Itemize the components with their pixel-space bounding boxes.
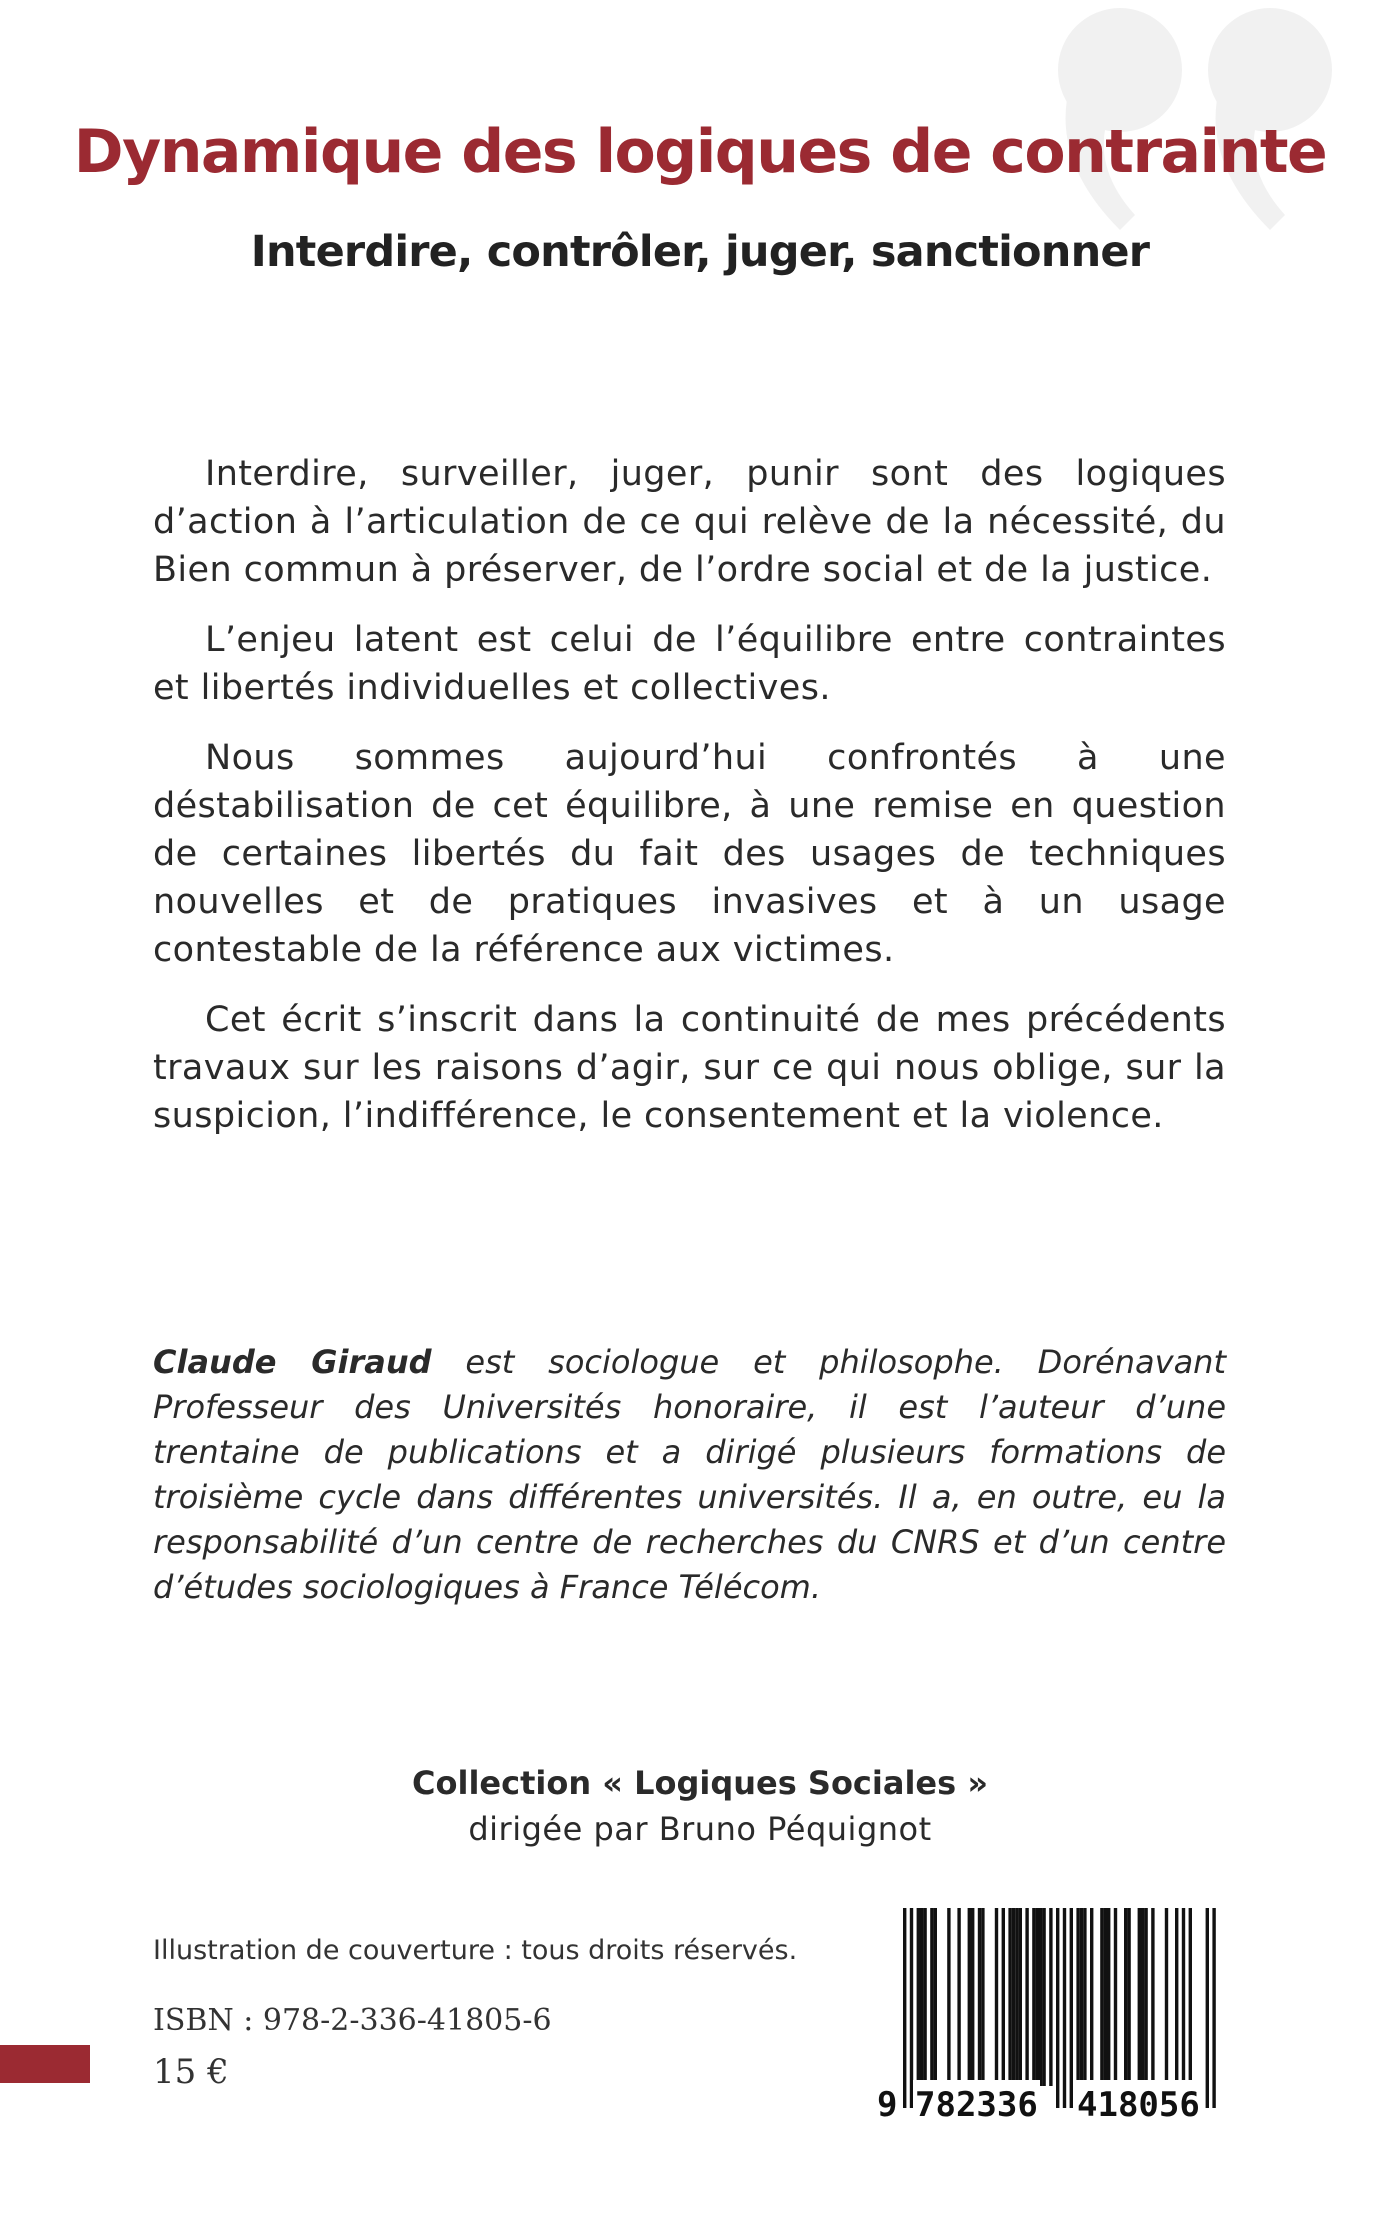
barcode-bar xyxy=(1080,1908,1083,2086)
barcode-bar xyxy=(1124,1908,1127,2086)
barcode-digits xyxy=(875,2080,1230,2130)
author-bio xyxy=(153,1340,1226,1610)
barcode-bar xyxy=(1151,1908,1154,2086)
barcode-bar xyxy=(1144,1908,1147,2086)
barcode-bar xyxy=(1012,1908,1015,2086)
barcode-bar xyxy=(1039,1908,1042,2086)
barcode-bar xyxy=(981,1908,984,2086)
red-tab xyxy=(0,2045,90,2083)
barcode-bar xyxy=(1104,1908,1107,2086)
isbn: ISBN : 978-2-336-41805-6 xyxy=(153,2003,552,2038)
barcode-bar xyxy=(917,1908,920,2086)
barcode-bar xyxy=(1008,1908,1011,2086)
barcode-bar xyxy=(1107,1908,1110,2086)
book-subtitle: Interdire, contrôler, juger, sanctionner xyxy=(250,227,1150,277)
barcode-bar xyxy=(1002,1908,1005,2086)
blurb-paragraph: Nous sommes aujourd’hui confrontés à une déstabilisation de cet équilibre, à une remise en question de certaines libertés du fait des usages de techniques nouvelles et de pratiques invasives et à un usage contestable de la référence aux victimes. xyxy=(153,738,1226,970)
barcode-bar xyxy=(903,1908,906,2108)
barcode-bar xyxy=(1070,1908,1073,2108)
barcode-bar xyxy=(1090,1908,1093,2086)
barcode-bar xyxy=(1175,1908,1178,2086)
barcode-bar xyxy=(934,1908,937,2086)
barcode-bar xyxy=(1049,1908,1052,2086)
barcode-bar xyxy=(1182,1908,1185,2086)
barcode-bar xyxy=(920,1908,923,2086)
barcode-bar xyxy=(995,1908,998,2086)
barcode-bar xyxy=(978,1908,981,2086)
barcode-bar xyxy=(957,1908,960,2086)
barcode-bar xyxy=(1019,1908,1022,2086)
barcode-bar xyxy=(1032,1908,1035,2086)
barcode-bar xyxy=(1114,1908,1117,2086)
barcode-right-digits: 418056 xyxy=(1075,2080,1202,2130)
barcode-first-digit: 9 xyxy=(875,2080,899,2130)
barcode-bar xyxy=(923,1908,926,2086)
barcode-bar xyxy=(1036,1908,1039,2086)
barcode-bar xyxy=(1056,1908,1059,2108)
barcode-bar xyxy=(1165,1908,1168,2086)
collection-director: dirigée par Bruno Péquignot xyxy=(468,1810,932,1848)
blurb-paragraph: Interdire, surveiller, juger, punir sont des logiques d’action à l’articulation de ce qui relève de la nécessité, du Bien commun à préserver, de l’ordre social et de la justice. xyxy=(153,454,1226,590)
barcode-bar xyxy=(1206,1908,1209,2108)
barcode-bar xyxy=(1138,1908,1141,2086)
barcode-bar xyxy=(1015,1908,1018,2086)
barcode-bar xyxy=(971,1908,974,2086)
barcode-bar xyxy=(1141,1908,1144,2086)
barcode-bar xyxy=(930,1908,933,2086)
barcode-bar xyxy=(1189,1908,1192,2086)
barcode-bar xyxy=(1100,1908,1103,2086)
barcode-bar xyxy=(1127,1908,1130,2086)
back-cover-blurb xyxy=(153,450,1226,1162)
barcode xyxy=(875,1908,1230,2130)
price: 15 € xyxy=(153,2052,229,2092)
barcode-bar xyxy=(910,1908,913,2108)
blurb-paragraph: L’enjeu latent est celui de l’équilibre entre contraintes et libertés individuelles et collectives. xyxy=(153,620,1226,708)
collection-info xyxy=(0,1760,1400,1852)
barcode-bar xyxy=(1083,1908,1086,2086)
barcode-bar xyxy=(1025,1908,1028,2086)
barcode-bar xyxy=(1076,1908,1079,2086)
book-title: Dynamique des logiques de contrainte xyxy=(73,117,1327,187)
blurb-paragraph: Cet écrit s’inscrit dans la continuité de mes précédents travaux sur les raisons d’agir, sur ce qui nous oblige, sur la suspicion, l’indifférence, le consentement et la violence. xyxy=(153,1000,1226,1136)
illustration-credit: Illustration de couverture : tous droits réservés. xyxy=(153,1935,798,1966)
barcode-bar xyxy=(1063,1908,1066,2108)
barcode-bars xyxy=(875,1908,1230,2108)
author-bio-text: est sociologue et philosophe. Dorénavant Professeur des Universités honoraire, il est l’auteur d’une trentaine de publications et a dirigé plusieurs formations de troisième cycle dans différentes universités. Il a, en outre, eu la responsabilité d’un centre de recherches du CNRS et d’un centre d’études sociologiques à France Télécom. xyxy=(153,1343,1227,1606)
barcode-left-digits: 782336 xyxy=(913,2080,1040,2130)
barcode-bar xyxy=(968,1908,971,2086)
barcode-bar xyxy=(1042,1908,1045,2086)
author-name: Claude Giraud xyxy=(153,1343,432,1381)
collection-name: Collection « Logiques Sociales » xyxy=(412,1764,988,1802)
barcode-bar xyxy=(947,1908,950,2086)
barcode-bar xyxy=(1212,1908,1215,2108)
